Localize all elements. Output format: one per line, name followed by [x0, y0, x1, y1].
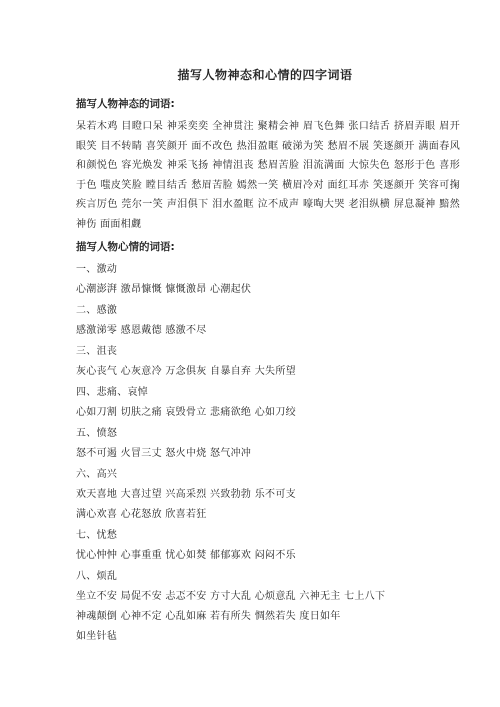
- group-words-happy: 欢天喜地 大喜过望 兴高采烈 兴致勃勃 乐不可支: [76, 489, 296, 500]
- group-words-grateful: 感激涕零 感恩戴德 感激不尽: [76, 325, 207, 336]
- page-title: 描写人物神态和心情的四字词语: [177, 68, 353, 82]
- group-words-dejected: 灰心丧气 心灰意冷 万念俱灰 自暴自弃 大失所望: [76, 366, 296, 377]
- section-heading-moods: 描写人物心情的词语:: [76, 241, 175, 253]
- group-label-grateful: 二、感激: [76, 305, 118, 316]
- group-words-anger: 怒不可遏 火冒三丈 怒火中烧 怒气冲冲: [76, 448, 252, 459]
- group-label-worried: 七、忧愁: [76, 530, 118, 541]
- group-words-troubled: 坐立不安 局促不安 忐忑不安 方寸大乱 心烦意乱 六神无主 七上八下: [76, 591, 386, 602]
- group-label-anger: 五、愤怒: [76, 428, 118, 439]
- group-words-troubled-2: 神魂颠倒 心神不定 心乱如麻 若有所失 惆然若失 度日如年: [76, 611, 341, 622]
- group-label-excited: 一、激动: [76, 264, 118, 275]
- section-heading-expressions: 描写人物神态的词语:: [76, 98, 175, 110]
- group-words-worried: 忧心忡忡 心事重重 忧心如焚 郁郁寡欢 闷闷不乐: [76, 550, 296, 561]
- group-label-grief: 四、悲痛、哀悼: [76, 387, 149, 398]
- group-words-happy-2: 满心欢喜 心花怒放 欣喜若狂: [76, 509, 207, 520]
- expression-words-paragraph: 呆若木鸡 目瞪口呆 神采奕奕 全神贯注 聚精会神 眉飞色舞 张口结舌 挤眉弄眼 眉开眼笑 目不转睛 喜笑颜开 面不改色 热泪盈眶 破涕为笑 愁眉不展 笑逐颜开 满面春风 和颜悦色 容光焕发 神采飞扬 神情沮丧 愁眉苦脸 泪流满面 大惊失色 怒形于色 喜形于色 嗤皮笑脸 瞠目结舌 愁眉苦脸 嫣然一笑 横眉冷对 面红耳赤 笑逐颜开 笑容可掬 疾言厉色 莞尔一笑 声泪俱下 泪水盈眶 泣不成声 嚎啕大哭 老泪纵横 屏息凝神 黯然神伤 面面相觑: [76, 121, 460, 230]
- group-words-excited: 心潮澎湃 激昂慷慨 慷慨激昂 心潮起伏: [76, 284, 252, 295]
- group-words-troubled-3: 如坐针毡: [76, 631, 118, 642]
- group-label-troubled: 八、烦乱: [76, 571, 118, 582]
- group-label-happy: 六、高兴: [76, 469, 118, 480]
- group-words-grief: 心如刀割 切肤之痛 哀毁骨立 悲痛欲绝 心如刀绞: [76, 407, 296, 418]
- group-label-dejected: 三、沮丧: [76, 346, 118, 357]
